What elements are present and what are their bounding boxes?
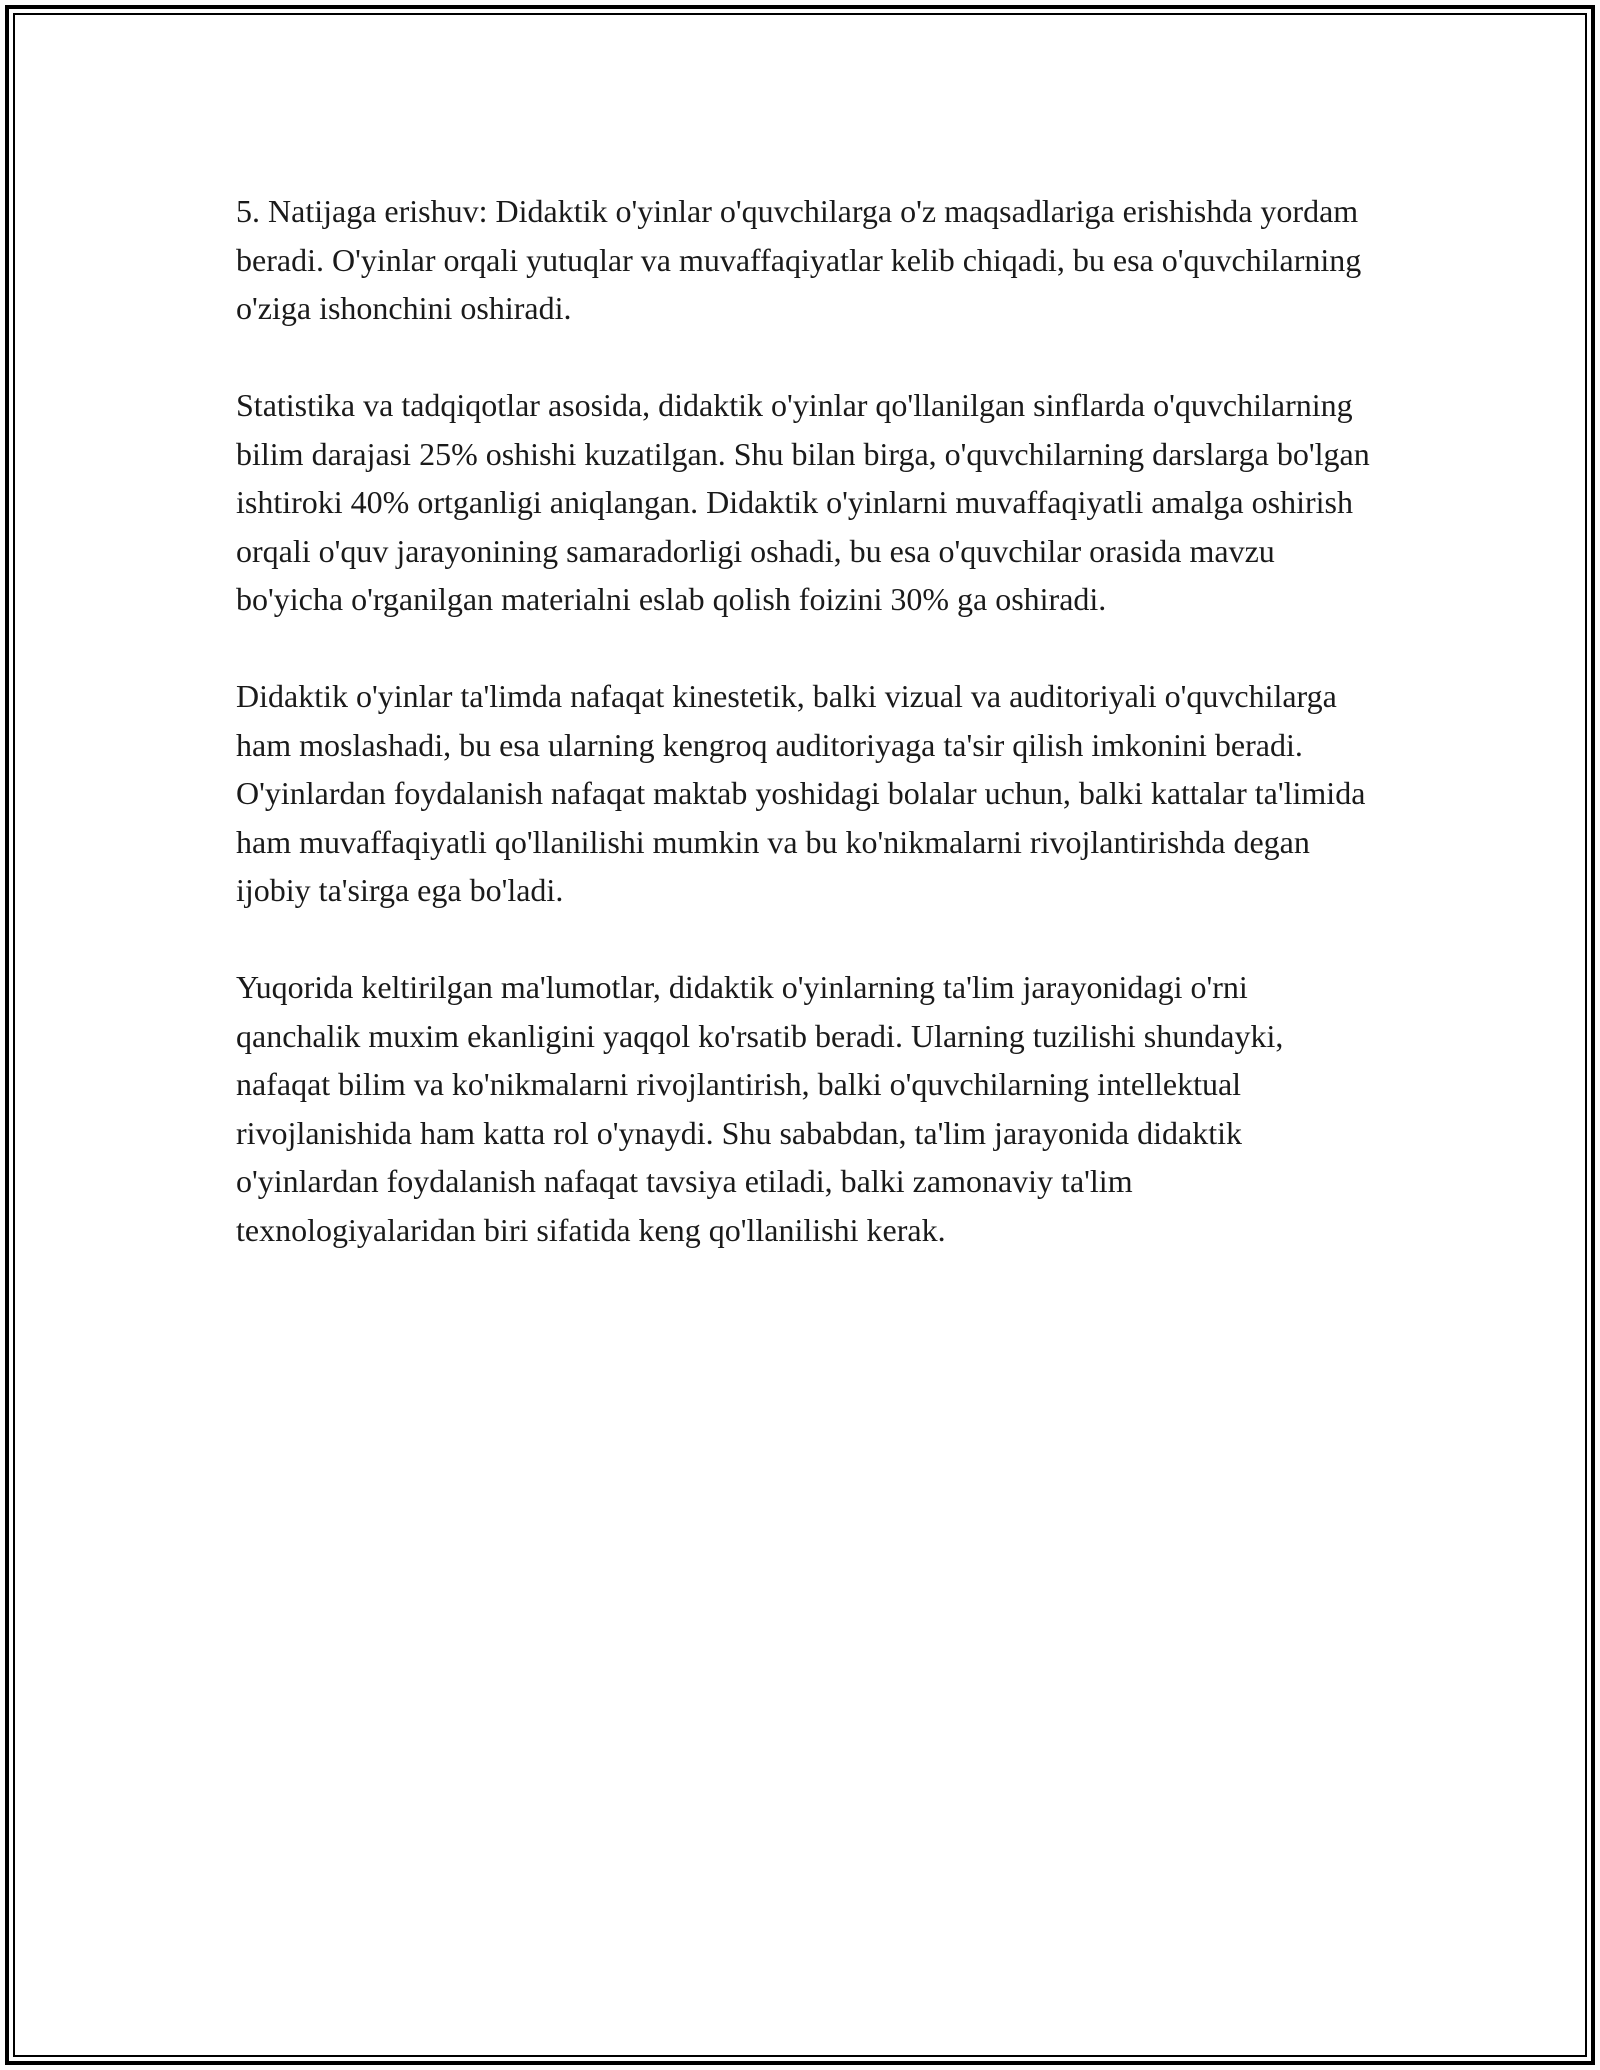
paragraph-statistics: Statistika va tadqiqotlar asosida, didaktik o'yinlar qo'llanilgan sinflarda o'quvchilarning bilim darajasi 25% oshishi kuzatilgan. Shu bilan birga, o'quvchilarning darslarga bo'lgan ishtiroki 40% ortganligi aniqlangan. Didaktik o'yinlarni muvaffaqiyatli amalga oshirish orqali o'quv jarayonining samaradorligi oshadi, bu esa o'quvchilar orasida mavzu bo'yicha o'rganilgan materialni eslab qolish foizini 30% ga oshiradi. [236,387,1370,617]
paragraph-conclusion: Yuqorida keltirilgan ma'lumotlar, didaktik o'yinlarning ta'lim jarayonidagi o'rni qanchalik muxim ekanligini yaqqol ko'rsatib beradi. Ularning tuzilishi shundayki, nafaqat bilim va ko'nikmalarni rivojlantirish, balki o'quvchilarning intellektual rivojlanishida ham katta rol o'ynaydi. Shu sababdan, ta'lim jarayonida didaktik o'yinlardan foydalanish nafaqat tavsiya etiladi, balki zamonaviy ta'lim texnologiyalaridan biri sifatida keng qo'llanilishi kerak. [236,969,1284,1248]
paragraph-learners-adaptation: Didaktik o'yinlar ta'limda nafaqat kinestetik, balki vizual va auditoriyali o'quvchilarga ham moslashadi, bu esa ularning kengroq auditoriyaga ta'sir qilish imkonini beradi. O'yinlardan foydalanish nafaqat maktab yoshidagi bolalar uchun, balki kattalar ta'limida ham muvaffaqiyatli qo'llanilishi mumkin va bu ko'nikmalarni rivojlantirishda degan ijobiy ta'sirga ega bo'ladi. [236,678,1366,908]
paragraph-outcome: 5. Natijaga erishuv: Didaktik o'yinlar o'quvchilarga o'z maqsadlariga erishishda yordam beradi. O'yinlar orqali yutuqlar va muvaffaqiyatlar kelib chiqadi, bu esa o'quvchilarning o'ziga ishonchini oshiradi. [236,193,1362,326]
document-body [236,187,1376,1254]
